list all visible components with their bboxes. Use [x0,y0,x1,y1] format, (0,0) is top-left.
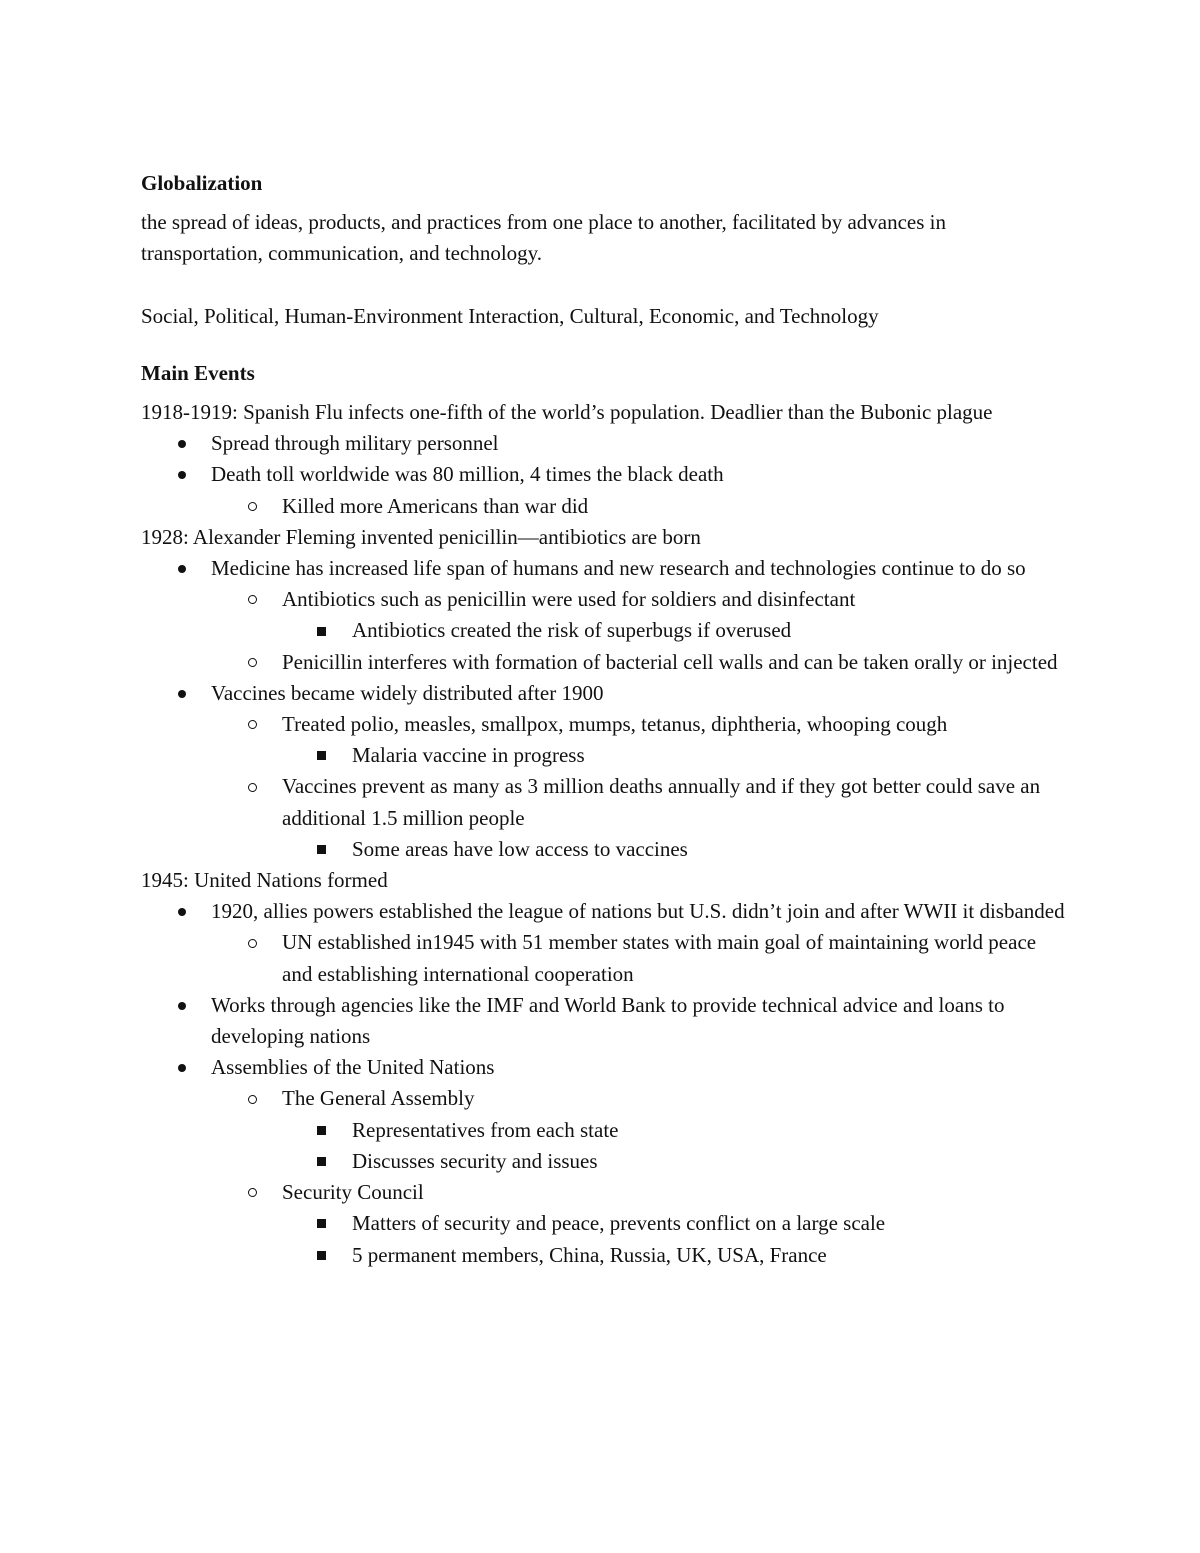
bullet-dot-icon [178,896,186,927]
bullet-ring-icon [248,1083,257,1114]
list-item: 1920, allies powers established the league of nations but U.S. didn’t join and after WWII it disbanded [141,896,1071,927]
list-item: Discusses security and issues [141,1146,1071,1177]
list-item: Vaccines prevent as many as 3 million deaths annually and if they got better could save an additional 1.5 million people [141,771,1071,833]
list-item: Treated polio, measles, smallpox, mumps, tetanus, diphtheria, whooping cough [141,709,1071,740]
bullet-ring-icon [248,1177,257,1208]
bullet-square-icon [317,834,326,865]
list-item: The General Assembly [141,1083,1071,1114]
bullet-dot-icon [178,459,186,490]
bullet-ring-icon [248,709,257,740]
bullet-ring-icon [248,584,257,615]
list-item: 5 permanent members, China, Russia, UK, USA, France [141,1240,1071,1271]
bullet-ring-icon [248,927,257,958]
list-item: Spread through military personnel [141,428,1071,459]
list-item: Vaccines became widely distributed after 1900 [141,678,1071,709]
bullet-ring-icon [248,647,257,678]
list-item: Some areas have low access to vaccines [141,834,1071,865]
event-title-penicillin: 1928: Alexander Fleming invented penicillin—antibiotics are born [141,524,701,549]
list-item: Medicine has increased life span of humans and new research and technologies continue to do so [141,553,1071,584]
list-item: Antibiotics created the risk of superbugs if overused [141,615,1071,646]
bullet-dot-icon [178,990,186,1021]
bullet-square-icon [317,1240,326,1271]
bullet-square-icon [317,1115,326,1146]
list-item: Security Council [141,1177,1071,1208]
main-events-heading: Main Events [141,360,255,385]
event-bullets-united-nations [141,896,1071,1270]
bullet-dot-icon [178,428,186,459]
list-item: Works through agencies like the IMF and World Bank to provide technical advice and loans to developing nations [141,990,1071,1052]
list-item: Matters of security and peace, prevents conflict on a large scale [141,1208,1071,1239]
event-title-united-nations: 1945: United Nations formed [141,868,388,893]
list-item: Assemblies of the United Nations [141,1052,1071,1083]
list-item: Malaria vaccine in progress [141,740,1071,771]
list-item: Representatives from each state [141,1115,1071,1146]
themes-text: Social, Political, Human-Environment Interaction, Cultural, Economic, and Technology [141,303,879,328]
list-item: Antibiotics such as penicillin were used for soldiers and disinfectant [141,584,1071,615]
event-title-spanish-flu: 1918-1919: Spanish Flu infects one-fifth of the world’s population. Deadlier than the Bubonic plague [141,400,993,425]
document-page [141,168,1071,1271]
bullet-dot-icon [178,1052,186,1083]
definition-text: the spread of ideas, products, and practices from one place to another, facilitated by advances in transportation, communication, and technology. [141,210,947,266]
event-bullets-penicillin [141,553,1071,865]
bullet-dot-icon [178,553,186,584]
bullet-square-icon [317,1208,326,1239]
list-item: Death toll worldwide was 80 million, 4 times the black death [141,459,1071,490]
list-item: Penicillin interferes with formation of bacterial cell walls and can be taken orally or injected [141,647,1071,678]
list-item: Killed more Americans than war did [141,491,1071,522]
event-bullets-spanish-flu [141,428,1071,522]
bullet-ring-icon [248,491,257,522]
bullet-square-icon [317,1146,326,1177]
list-item: UN established in1945 with 51 member states with main goal of maintaining world peace and establishing international cooperation [141,927,1071,989]
doc-title: Globalization [141,171,263,195]
bullet-dot-icon [178,678,186,709]
bullet-square-icon [317,740,326,771]
bullet-square-icon [317,615,326,646]
bullet-ring-icon [248,771,257,802]
